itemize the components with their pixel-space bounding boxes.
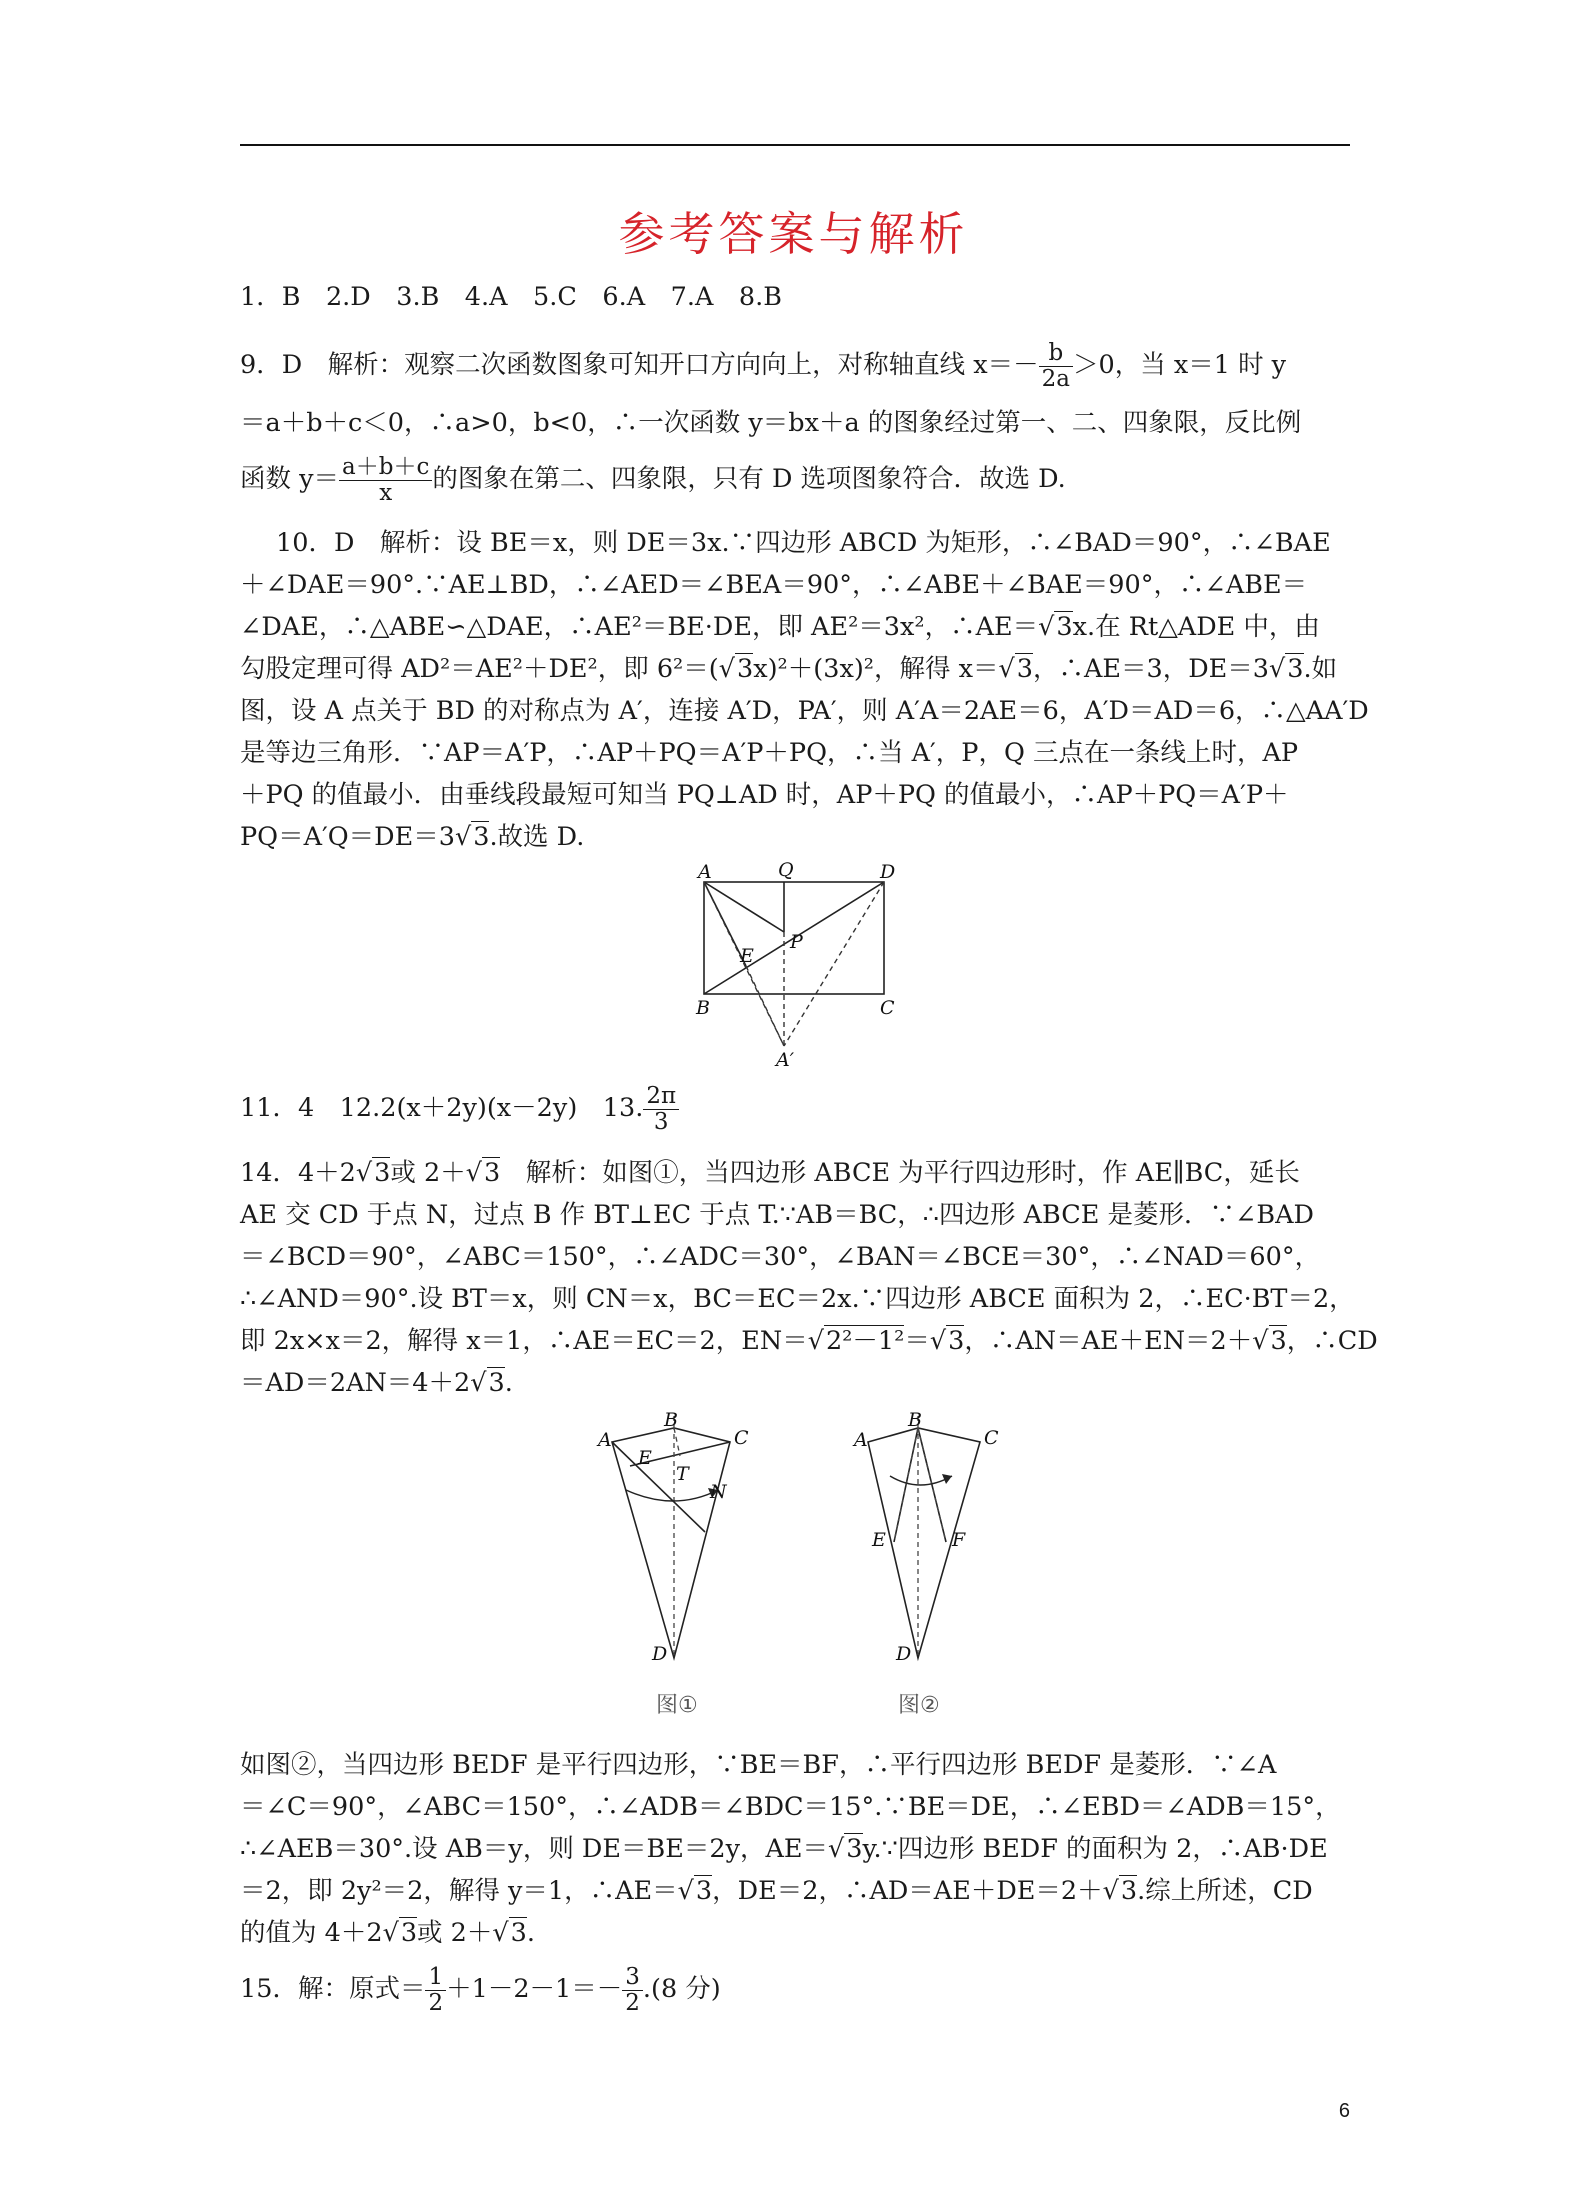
q15-text-c: .(8 分) bbox=[642, 1974, 721, 2004]
q10-text-8b: .故选 D. bbox=[489, 822, 585, 852]
fig10-label-e: E bbox=[740, 945, 754, 967]
q14b-line-1: 如图②，当四边形 BEDF 是平行四边形，∵BE＝BF，∴平行四边形 BEDF 是菱形．∵∠A bbox=[240, 1750, 1277, 1780]
q9-text-3b: 的图象在第二、四象限，只有 D 选项图象符合．故选 D. bbox=[432, 464, 1066, 494]
q14-sqrt-5a: 2²－1² bbox=[825, 1326, 905, 1356]
q9-line-1 bbox=[240, 336, 1352, 394]
q10-line-4: 勾股定理可得 AD²＝AE²＋DE²，即 6²＝(√3x)²＋(3x)²，解得 x＝√3，∴AE＝3，DE＝3√3.如 bbox=[240, 654, 1338, 684]
fig1-label-a: A bbox=[598, 1429, 612, 1451]
q10-line-3: ∠DAE，∴△ABE∽△DAE，∴AE²＝BE·DE，即 AE²＝3x²，∴AE＝√3x.在 Rt△ADE 中，由 bbox=[240, 612, 1320, 642]
q10-text-4c: ，∴AE＝3，DE＝3 bbox=[1032, 654, 1270, 684]
q10-sqrt-3: 3 bbox=[1056, 612, 1073, 642]
q14b-text-4b: ，DE＝2，∴AD＝AE＋DE＝2＋ bbox=[712, 1876, 1103, 1906]
q9-frac2-num: a＋b＋c bbox=[339, 455, 432, 480]
fig10-label-a-prime: A′ bbox=[776, 1049, 795, 1071]
q14-text-5d: ，∴CD bbox=[1286, 1326, 1378, 1356]
q10-text-4d: .如 bbox=[1303, 654, 1338, 684]
q10-line-7: ＋PQ 的值最小．由垂线段最短可知当 PQ⊥AD 时，AP＋PQ 的值最小，∴AP＋PQ＝A′P＋ bbox=[240, 780, 1289, 810]
q10-text-8a: PQ＝A′Q＝DE＝3 bbox=[240, 822, 455, 852]
q14-sqrt-5b: 3 bbox=[948, 1326, 965, 1356]
q9-fraction-2 bbox=[339, 455, 432, 504]
q14-figure-2 bbox=[852, 1409, 1032, 1732]
fig10-label-c: C bbox=[880, 997, 895, 1019]
q15-fraction-2 bbox=[622, 1965, 643, 2014]
q10-sqrt-4c: 3 bbox=[1287, 654, 1304, 684]
q14-text-5c: ，∴AN＝AE＋EN＝2＋ bbox=[964, 1326, 1253, 1356]
fig10-label-q: Q bbox=[778, 859, 794, 881]
q14b-text-5b: 或 2＋ bbox=[417, 1918, 493, 1948]
fig10-label-b: B bbox=[696, 997, 710, 1019]
fig2-label-f: F bbox=[952, 1529, 966, 1551]
q11-13-line bbox=[240, 1078, 1352, 1138]
q14b-line-4: ＝2，即 2y²＝2，解得 y＝1，∴AE＝√3，DE＝2，∴AD＝AE＋DE＝2＋√3.综上所述，CD bbox=[240, 1876, 1313, 1906]
q14b-text-5c: . bbox=[526, 1918, 535, 1948]
q10-text-4b: x)²＋(3x)²，解得 x＝ bbox=[753, 654, 999, 684]
q14-figure-1 bbox=[590, 1409, 770, 1732]
q14-text-6b: . bbox=[504, 1368, 513, 1398]
q14-sqrt-1a: 3 bbox=[374, 1158, 391, 1188]
q14b-line-3: ∴∠AEB＝30°.设 AB＝y，则 DE＝BE＝2y，AE＝√3y.∵四边形 BEDF 的面积为 2，∴AB·DE bbox=[240, 1834, 1328, 1864]
q14b-text-5a: 的值为 4＋2 bbox=[240, 1918, 383, 1948]
q14-text-5b: ＝ bbox=[904, 1326, 930, 1356]
header-rule bbox=[240, 144, 1350, 146]
q14-line-6: ＝AD＝2AN＝4＋2√3. bbox=[240, 1368, 513, 1398]
fig2-label-a: A bbox=[854, 1429, 868, 1451]
q14b-sqrt-5b: 3 bbox=[510, 1918, 527, 1948]
q11-13-text: 11．4 12.2(x＋2y)(x－2y) 13. bbox=[240, 1093, 644, 1123]
q10-sqrt-4b: 3 bbox=[1016, 654, 1033, 684]
q14b-line-2: ＝∠C＝90°，∠ABC＝150°，∴∠ADB＝∠BDC＝15°.∵BE＝DE，∴∠EBD＝∠ADB＝15°， bbox=[240, 1792, 1341, 1822]
q15-frac1-den: 2 bbox=[428, 1989, 444, 2016]
fig2-label-e: E bbox=[872, 1529, 886, 1551]
q14b-line-5: 的值为 4＋2√3或 2＋√3. bbox=[240, 1918, 535, 1948]
fig10-label-a: A bbox=[698, 861, 712, 883]
q14b-text-3a: ∴∠AEB＝30°.设 AB＝y，则 DE＝BE＝2y，AE＝ bbox=[240, 1834, 829, 1864]
q9-text-1b: ＞0，当 x＝1 时 y bbox=[1073, 350, 1287, 380]
q14b-sqrt-3: 3 bbox=[846, 1834, 863, 1864]
q9-text-1a: 9．D 解析：观察二次函数图象可知开口方向向上，对称轴直线 x＝－ bbox=[240, 350, 1039, 380]
q10-line-2: ＋∠DAE＝90°.∵AE⊥BD，∴∠AED＝∠BEA＝90°，∴∠ABE＋∠BAE＝90°，∴∠ABE＝ bbox=[240, 570, 1308, 600]
page-number: 6 bbox=[1338, 2100, 1350, 2122]
q14b-sqrt-5a: 3 bbox=[400, 1918, 418, 1948]
q14b-sqrt-4a: 3 bbox=[695, 1876, 713, 1906]
answers-1-8: 1．B 2.D 3.B 4.A 5.C 6.A 7.A 8.B bbox=[240, 282, 782, 312]
q14-text-6a: ＝AD＝2AN＝4＋2 bbox=[240, 1368, 471, 1398]
q14b-text-4a: ＝2，即 2y²＝2，解得 y＝1，∴AE＝ bbox=[240, 1876, 678, 1906]
fig2-label-d: D bbox=[896, 1643, 912, 1665]
q14-text-1c: 解析：如图①，当四边形 ABCE 为平行四边形时，作 AE∥BC，延长 bbox=[500, 1158, 1300, 1188]
q15-frac2-den: 2 bbox=[625, 1989, 640, 2016]
q15-text-a: 15．解：原式＝ bbox=[240, 1974, 426, 2004]
q10-sqrt-4a: 3 bbox=[736, 654, 754, 684]
q9-line-3 bbox=[240, 448, 1352, 510]
q10-rectangle-figure bbox=[680, 860, 910, 1070]
fig1-label-c: C bbox=[734, 1427, 749, 1449]
q14b-text-3b: y.∵四边形 BEDF 的面积为 2，∴AB·DE bbox=[862, 1834, 1328, 1864]
fig1-label-b: B bbox=[664, 1409, 678, 1431]
q14-sqrt-5c: 3 bbox=[1270, 1326, 1287, 1356]
q10-sqrt-8: 3 bbox=[473, 822, 490, 852]
q9-frac2-den: x bbox=[379, 479, 393, 506]
q9-text-3a: 函数 y＝ bbox=[240, 464, 340, 494]
q15-frac1-num: 1 bbox=[425, 1965, 446, 1990]
q10-line-5: 图，设 A 点关于 BD 的对称点为 A′，连接 A′D，PA′，则 A′A＝2AE＝6，A′D＝AD＝6，∴△AA′D bbox=[240, 696, 1369, 726]
fig1-label-d: D bbox=[652, 1643, 668, 1665]
q15-fraction-1 bbox=[425, 1965, 446, 2014]
q14-line-2: AE 交 CD 于点 N，过点 B 作 BT⊥EC 于点 T.∵AB＝BC，∴四边形 ABCE 是菱形．∵∠BAD bbox=[240, 1200, 1314, 1230]
q14-sqrt-1b: 3 bbox=[483, 1158, 501, 1188]
page-title: 参考答案与解析 bbox=[618, 207, 969, 261]
q10-line-1: 10．D 解析：设 BE＝x，则 DE＝3x.∵四边形 ABCD 为矩形，∴∠BAD＝90°，∴∠BAE bbox=[276, 528, 1331, 558]
q15-frac2-num: 3 bbox=[622, 1965, 643, 1990]
q10-line-6: 是等边三角形．∵AP＝A′P，∴AP＋PQ＝A′P＋PQ，∴当 A′，P，Q 三点在一条线上时，AP bbox=[240, 738, 1299, 768]
fig10-label-p: P bbox=[790, 931, 803, 953]
fig2-label-b: B bbox=[908, 1409, 922, 1431]
q14-text-1b: 或 2＋ bbox=[390, 1158, 466, 1188]
q14-sqrt-6: 3 bbox=[488, 1368, 505, 1398]
q9-frac1-den: 2a bbox=[1041, 365, 1071, 392]
q14-line-3: ＝∠BCD＝90°，∠ABC＝150°，∴∠ADC＝30°，∠BAN＝∠BCE＝30°，∴∠NAD＝60°， bbox=[240, 1242, 1321, 1272]
q13-fraction bbox=[643, 1084, 679, 1133]
q9-frac1-num: b bbox=[1039, 341, 1073, 366]
fig1-label-e: E bbox=[638, 1447, 652, 1469]
fig1-label-t: T bbox=[676, 1463, 689, 1485]
q13-frac-den: 3 bbox=[653, 1108, 669, 1135]
q14-line-5: 即 2x×x＝2，解得 x＝1，∴AE＝EC＝2，EN＝√2²－1²＝√3，∴AN＝AE＋EN＝2＋√3，∴CD bbox=[240, 1326, 1378, 1356]
q15-line bbox=[240, 1958, 1352, 2020]
fig2-label-c: C bbox=[984, 1427, 999, 1449]
q14-line-1: 14．4＋2√3或 2＋√3 解析：如图①，当四边形 ABCE 为平行四边形时，作 AE∥BC，延长 bbox=[240, 1158, 1300, 1188]
q14-text-5a: 即 2x×x＝2，解得 x＝1，∴AE＝EC＝2，EN＝ bbox=[240, 1326, 808, 1356]
q13-frac-num: 2π bbox=[643, 1084, 679, 1109]
q9-line-2: ＝a＋b＋c＜0，∴a>0，b<0，∴一次函数 y＝bx＋a 的图象经过第一、二、四象限，反比例 bbox=[240, 408, 1302, 438]
fig10-label-d: D bbox=[880, 861, 896, 883]
q15-text-b: ＋1－2－1＝－ bbox=[446, 1974, 623, 2004]
fig1-label-n: N bbox=[710, 1481, 727, 1503]
q10-text-3b: x.在 Rt△ADE 中，由 bbox=[1072, 612, 1320, 642]
q9-fraction-1 bbox=[1039, 341, 1073, 390]
q10-line-8: PQ＝A′Q＝DE＝3√3.故选 D. bbox=[240, 822, 585, 852]
fig2-caption: 图② bbox=[898, 1693, 940, 1718]
q10-text-3a: ∠DAE，∴△ABE∽△DAE，∴AE²＝BE·DE，即 AE²＝3x²，∴AE＝ bbox=[240, 612, 1039, 642]
q14-text-1a: 14．4＋2 bbox=[240, 1158, 356, 1188]
q14b-sqrt-4b: 3 bbox=[1120, 1876, 1138, 1906]
q14b-text-4c: .综上所述，CD bbox=[1137, 1876, 1313, 1906]
q14-line-4: ∴∠AND＝90°.设 BT＝x，则 CN＝x，BC＝EC＝2x.∵四边形 ABCE 面积为 2，∴EC·BT＝2， bbox=[240, 1284, 1355, 1314]
q10-text-4a: 勾股定理可得 AD²＝AE²＋DE²，即 6²＝( bbox=[240, 654, 719, 684]
fig1-caption: 图① bbox=[656, 1693, 698, 1718]
